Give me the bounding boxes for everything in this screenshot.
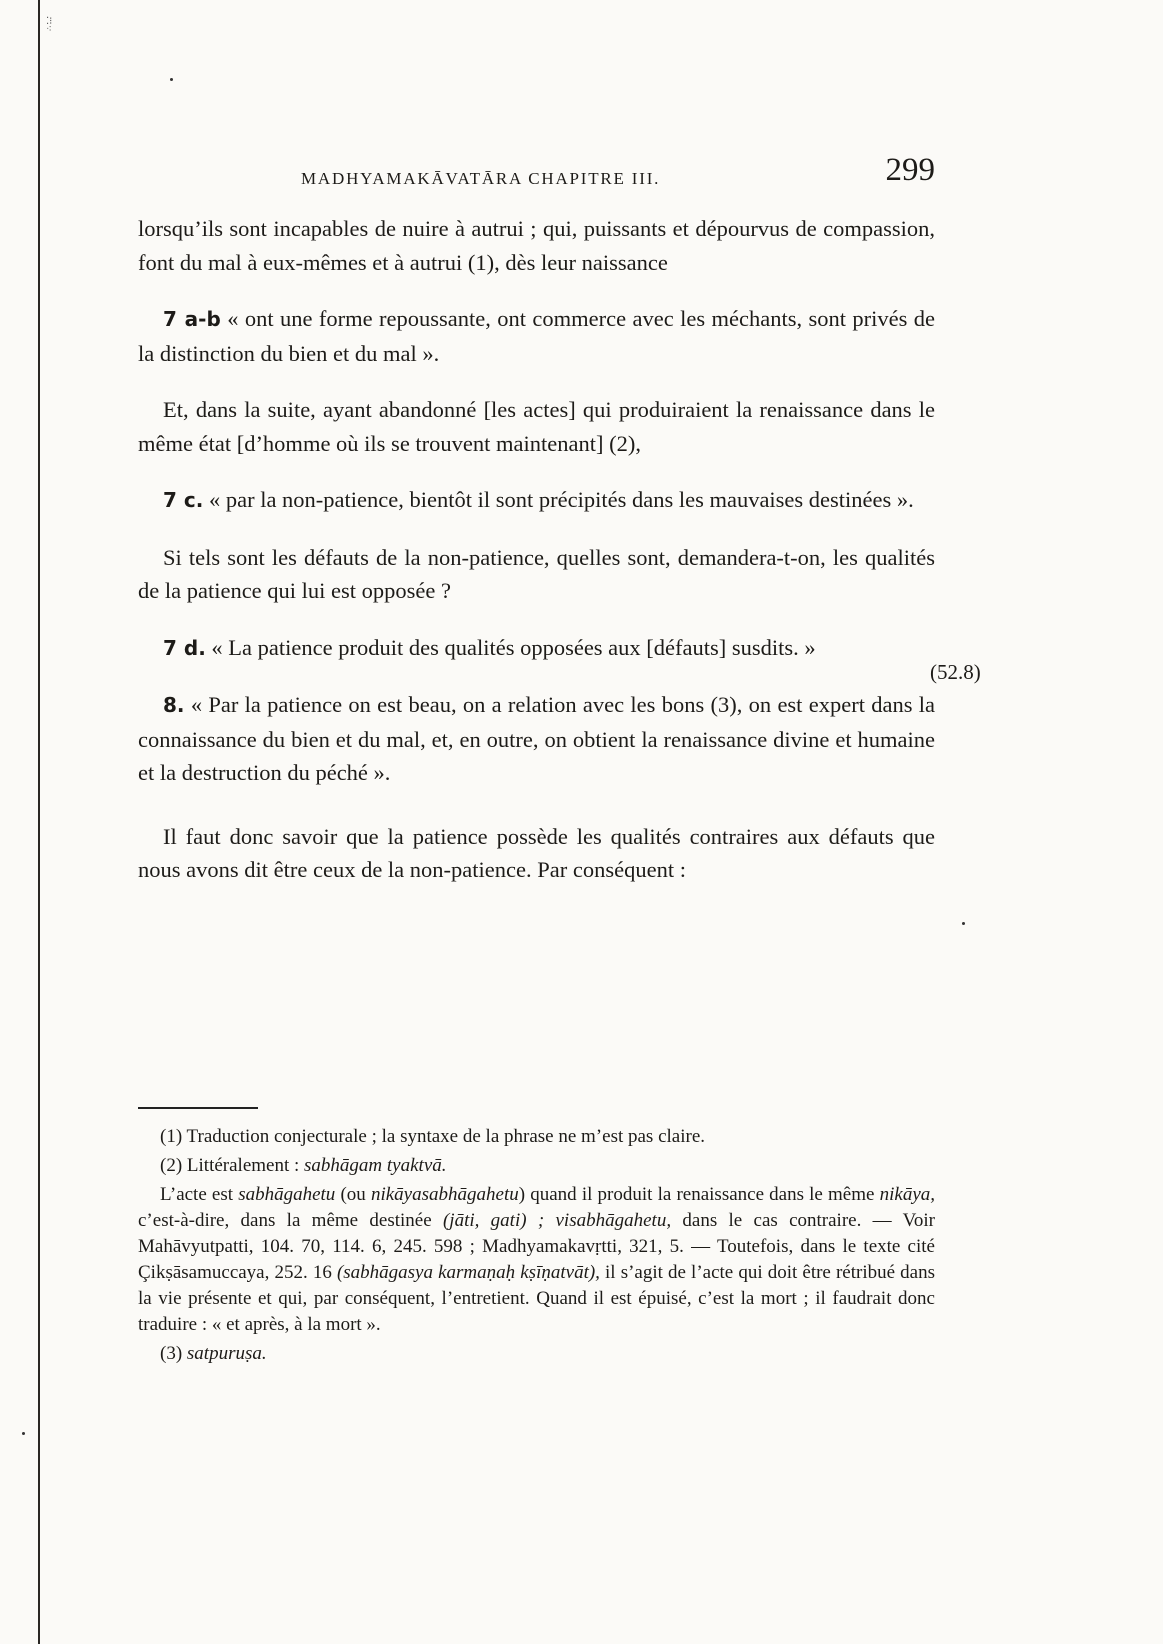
main-text: [138, 212, 935, 910]
footnote-3: [138, 1341, 935, 1367]
margin-reference: (52.8): [930, 660, 981, 684]
verse-7d: [138, 631, 935, 666]
verse-label: 7 a-b: [163, 307, 221, 331]
verse-text: « Par la patience on est beau, on a relation avec les bons (3), on est expert dans la connaissance du bien et du mal, et, en outre, on obtient la renaissance divine et humaine et la destruction du péché ».: [138, 692, 935, 785]
verse-label: 7 d.: [163, 635, 206, 660]
note-text: L’acte est: [160, 1184, 239, 1205]
verse-label: 8.: [163, 693, 185, 717]
scan-dust: [22, 1432, 25, 1435]
note-text: c’est-à-dire, dans la même destinée: [138, 1210, 443, 1231]
note-term: sabhāgahetu: [238, 1184, 336, 1205]
note-term: (sabhāgasya karmaṇaḥ kṣīṇatvāt),: [336, 1262, 600, 1283]
footnote-1: (1) Traduction conjecturale ; la syntaxe de la phrase ne m’est pas claire.: [160, 1126, 705, 1147]
note-term: (jāti, gati) ; visabhāgahetu,: [442, 1210, 672, 1231]
scan-dust: [170, 78, 173, 81]
note-text: ) quand il produit la renaissance dans le même: [518, 1184, 880, 1205]
footnotes: [138, 1124, 935, 1370]
footnote-2-continued: [138, 1182, 935, 1338]
verse-7c: [138, 483, 935, 518]
page-header: [135, 152, 935, 192]
note-text: il s’agit de l’acte qui doit être rétribué dans la vie présente et qui, par conséquent, l’entretient. Quand il est épuisé, c’est la mort ; il faudrait donc traduire : « et après, à la mort ».: [138, 1262, 935, 1335]
footnote-2-term: sabhāgam tyaktvā.: [304, 1155, 447, 1176]
footnote-3-term: satpuruṣa.: [186, 1343, 267, 1364]
verse-text: « ont une forme repoussante, ont commerce avec les méchants, sont privés de la distinction du bien et du mal ».: [138, 306, 936, 366]
scan-binding-edge: [38, 0, 40, 1644]
paragraph-1: lorsqu’ils sont incapables de nuire à autrui ; qui, puissants et dépourvus de compassion, font du mal à eux-mêmes et à autrui (1), dès leur naissance: [138, 216, 935, 275]
footnote-rule: [138, 1107, 258, 1109]
note-text: dans le cas contraire. — Voir Mahāvyutpatti, 104. 70, 114. 6, 245. 598 ; Madhyamakavṛtti, 321, 5. — Toutefois, dans le texte cité Çikṣāsamuccaya, 252. 16: [138, 1210, 935, 1283]
paragraph-3: Et, dans la suite, ayant abandonné [les actes] qui produiraient la renaissance dans le même état [d’homme où ils se trouvent maintenant] (2),: [138, 397, 935, 456]
note-text: (ou: [335, 1184, 371, 1205]
verse-label: 7 c.: [163, 488, 204, 512]
verse-7ab: [138, 302, 935, 370]
verse-text: « La patience produit des qualités opposées aux [défauts] susdits. »: [211, 634, 816, 660]
note-term: nikāyasabhāgahetu: [370, 1184, 519, 1205]
footnote-2-prefix: (2) Littéralement :: [160, 1155, 305, 1176]
footnote-2: [138, 1153, 935, 1179]
footnote-3-prefix: (3): [160, 1343, 187, 1364]
scan-dust: [962, 922, 965, 925]
page-number: 299: [885, 152, 935, 188]
verse-8: [138, 688, 935, 790]
note-term: nikāya,: [879, 1184, 936, 1205]
paragraph-8: Il faut donc savoir que la patience possède les qualités contraires aux défauts que nous avons dit être ceux de la non-patience. Par conséquent :: [138, 823, 935, 882]
verse-text: « par la non-patience, bientôt il sont précipités dans les mauvaises destinées ».: [208, 487, 914, 512]
paragraph-5: Si tels sont les défauts de la non-patience, quelles sont, demandera-t-on, les qualités de la patience qui lui est opposée ?: [138, 544, 935, 603]
running-title: MADHYAMAKĀVATĀRA CHAPITRE III.: [301, 169, 661, 188]
scan-specks: ⁚⁝ ⁖: [46, 16, 53, 35]
